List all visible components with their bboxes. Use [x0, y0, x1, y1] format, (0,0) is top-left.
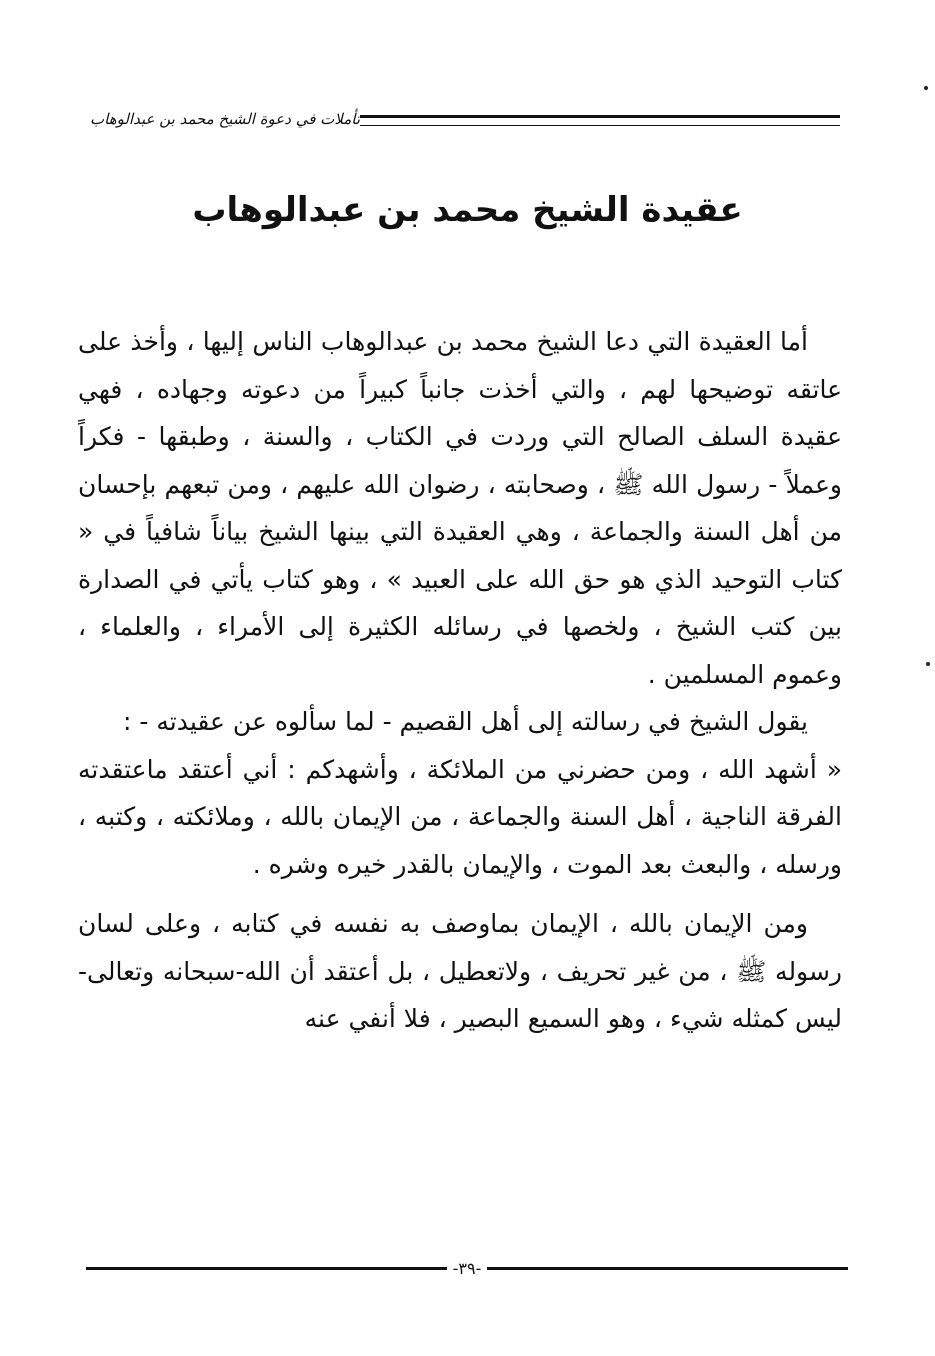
running-title: تأملات في دعوة الشيخ محمد بن عبدالوهاب: [90, 110, 360, 128]
paragraph-2: يقول الشيخ في رسالته إلى أهل القصيم - لما سألوه عن عقيدته - :: [123, 707, 808, 736]
chapter-title: عقيدة الشيخ محمد بن عبدالوهاب: [192, 190, 743, 230]
page-footer: [86, 1258, 848, 1278]
footer-rule-left: [86, 1267, 447, 1270]
body-text: [78, 318, 842, 1043]
paragraph-4: ومن الإيمان بالله ، الإيمان بماوصف به نفسه في كتابه ، وعلى لسان رسوله ﷺ ، من غير تحريف ، ولاتعطيل ، بل أعتقد أن الله-سبحانه وتعالى-ليس كمثله شيء ، وهو السميع البصير ، فلا أنفي عنه: [78, 909, 842, 1033]
margin-mark: [924, 86, 928, 90]
footer-rule-right: [487, 1267, 848, 1270]
page-number: -٣٩-: [452, 1258, 482, 1278]
paragraph-3-quote: « أشهد الله ، ومن حضرني من الملائكة ، وأشهدكم : أني أعتقد ماعتقدته الفرقة الناجية ، أهل السنة والجماعة ، من الإيمان بالله ، وملائكته ، وكتبه ، ورسله ، والبعث بعد الموت ، والإيمان بالقدر خيره وشره .: [78, 754, 842, 879]
paragraph-1: أما العقيدة التي دعا الشيخ محمد بن عبدالوهاب الناس إليها ، وأخذ على عاتقه توضيحها لهم ، والتي أخذت جانباً كبيراً من دعوته وجهاده ، فهي عقيدة السلف الصالح التي وردت في الكتاب ، والسنة ، وطبقها - فكراً وعملاً - رسول الله ﷺ ، وصحابته ، رضوان الله عليهم ، ومن تبعهم بإحسان من أهل السنة والجماعة ، وهي العقيدة التي بينها الشيخ بياناً شافياً في « كتاب التوحيد الذي هو حق الله على العبيد » ، وهو كتاب يأتي في الصدارة بين كتب الشيخ ، ولخصها في رسائله الكثيرة إلى الأمراء ، والعلماء ، وعموم المسلمين .: [78, 327, 842, 689]
header-rule: [360, 115, 840, 126]
margin-mark: [926, 662, 930, 666]
running-header: [80, 104, 840, 134]
